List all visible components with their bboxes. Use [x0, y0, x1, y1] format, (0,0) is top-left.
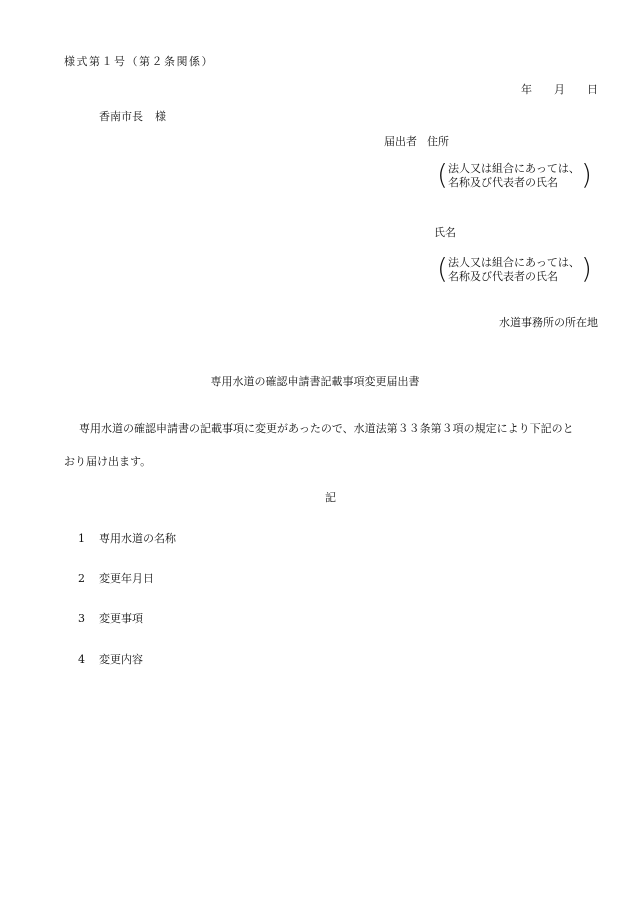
date-day: 日	[587, 83, 598, 96]
ki-heading: 記	[325, 491, 336, 504]
list-item	[78, 532, 176, 546]
form-number: 様式第１号（第２条関係）	[64, 55, 214, 68]
body-text-line1: 専用水道の確認申請書の記載事項に変更があったので、水道法第３３条第３項の規定により下記のと	[79, 422, 574, 435]
name-label: 氏名	[434, 226, 456, 239]
list-item	[78, 612, 143, 626]
item-label: 変更内容	[99, 653, 143, 666]
item-number: 1	[78, 532, 85, 545]
date-line	[521, 83, 598, 97]
addressee-name: 香南市長	[99, 110, 143, 123]
addressee	[99, 110, 166, 124]
name-note-line2: 名称及び代表者の氏名	[448, 270, 558, 283]
address-label: 住所	[427, 135, 449, 148]
notifier-label: 届出者	[384, 135, 417, 148]
name-note-line1: 法人又は組合にあっては、	[448, 256, 580, 269]
item-number: 3	[78, 612, 85, 625]
date-month: 月	[554, 83, 565, 96]
list-item	[78, 653, 143, 667]
notifier-address-line	[384, 135, 449, 149]
body-text-line2: おり届け出ます。	[64, 455, 152, 468]
item-label: 変更年月日	[99, 572, 154, 585]
document-title: 専用水道の確認申請書記載事項変更届出書	[210, 375, 420, 388]
date-year: 年	[521, 83, 532, 96]
name-note: ( 法人又は組合にあっては、 名称及び代表者の氏名 )	[437, 252, 592, 285]
item-label: 専用水道の名称	[99, 532, 176, 545]
address-note-line1: 法人又は組合にあっては、	[448, 162, 580, 175]
list-item	[78, 572, 154, 586]
address-note-line2: 名称及び代表者の氏名	[448, 176, 558, 189]
address-note: ( 法人又は組合にあっては、 名称及び代表者の氏名 )	[437, 158, 592, 191]
item-number: 4	[78, 653, 85, 666]
item-label: 変更事項	[99, 612, 143, 625]
office-location-label: 水道事務所の所在地	[499, 316, 598, 329]
item-number: 2	[78, 572, 85, 585]
addressee-honorific: 様	[155, 110, 166, 123]
